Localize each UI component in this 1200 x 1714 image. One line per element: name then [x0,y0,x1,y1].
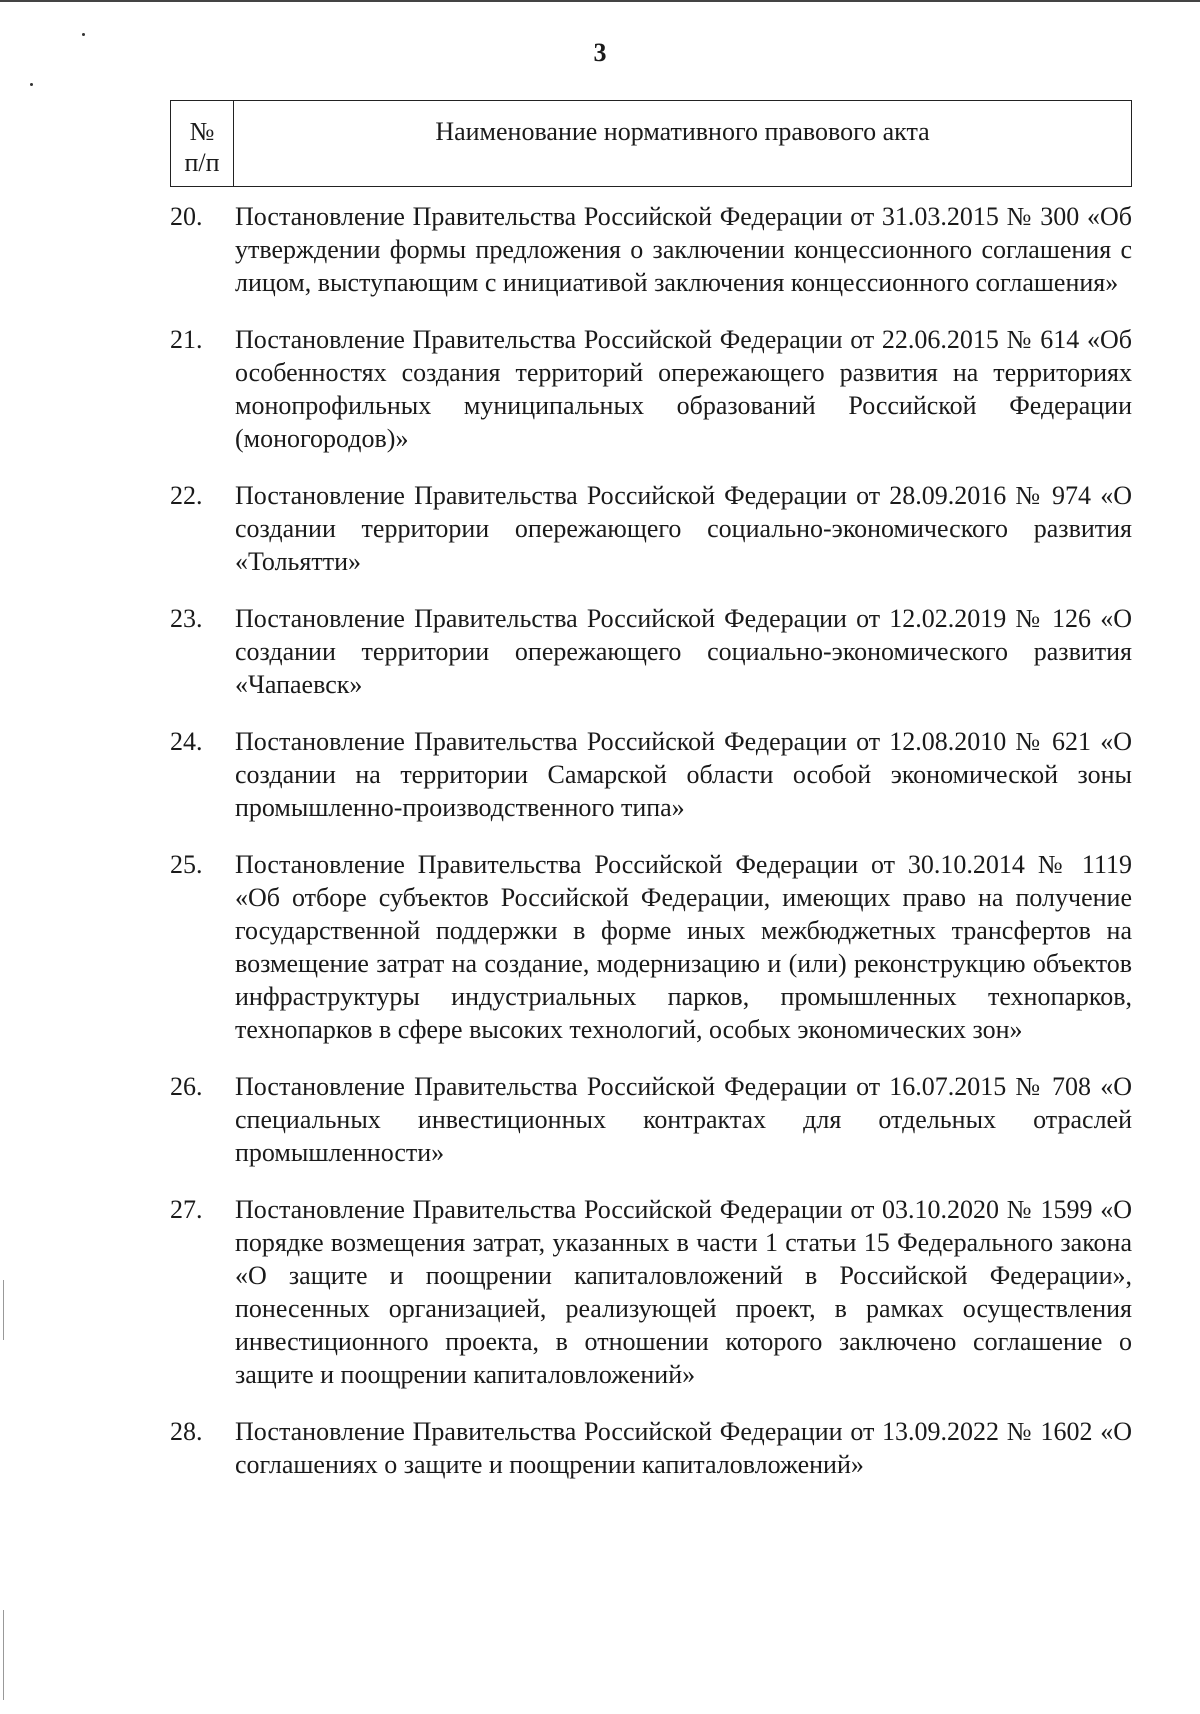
list-item [170,479,1132,578]
list-item-text: Постановление Правительства Российской Федерации от 31.03.2015 № 300 «Об утверждении формы предложения о заключении концессионного соглашения с лицом, выступающим с инициативой заключения концессионного соглашения» [235,202,1132,297]
scan-speck [30,83,33,86]
acts-list [170,200,1132,1505]
list-item-number: 25. [170,850,203,879]
list-item [170,1070,1132,1169]
scan-speck [82,33,85,36]
list-item [170,1193,1132,1391]
list-item-number: 21. [170,325,203,354]
header-number-symbol: № [189,117,215,146]
page-number: 3 [593,38,607,67]
list-item [170,602,1132,701]
list-item-text: Постановление Правительства Российской Федерации от 30.10.2014 № 1119 «Об отборе субъектов Российской Федерации, имеющих право на получение государственной поддержки в форме иных межбюджетных трансфертов на возмещение затрат на создание, модернизацию и (или) реконструкцию объектов инфраструктуры индустриальных парков, промышленных технопарков, технопарков в сфере высоких технологий, особых экономических зон» [235,850,1132,1044]
header-title-column: Наименование нормативного правового акта [435,117,930,146]
list-item-number: 23. [170,604,203,633]
list-item-text: Постановление Правительства Российской Федерации от 03.10.2020 № 1599 «О порядке возмещения затрат, указанных в части 1 статьи 15 Федерального закона «О защите и поощрении капиталовложений в Российской Федерации», понесенных организацией, реализующей проект, в рамках осуществления инвестиционного проекта, в отношении которого заключено соглашение о защите и поощрении капиталовложений» [235,1195,1132,1389]
list-item-number: 22. [170,481,203,510]
list-item [170,323,1132,455]
list-item-text: Постановление Правительства Российской Федерации от 13.09.2022 № 1602 «О соглашениях о защите и поощрении капиталовложений» [235,1417,1132,1479]
scan-margin-mark [3,1610,4,1700]
list-item-text: Постановление Правительства Российской Федерации от 12.02.2019 № 126 «О создании территории опережающего социально-экономического развития «Чапаевск» [235,604,1132,699]
list-item-number: 24. [170,727,203,756]
header-number-abbrev: п/п [184,148,220,177]
header-number-column [171,101,234,186]
list-item-text: Постановление Правительства Российской Федерации от 22.06.2015 № 614 «Об особенностях создания территорий опережающего развития на территориях монопрофильных муниципальных образований Российской Федерации (моногородов)» [235,325,1132,453]
list-item-number: 20. [170,202,203,231]
scan-margin-mark [3,1280,4,1340]
list-item-number: 26. [170,1072,203,1101]
list-item-text: Постановление Правительства Российской Федерации от 16.07.2015 № 708 «О специальных инвестиционных контрактах для отдельных отраслей промышленности» [235,1072,1132,1167]
table-header [170,100,1132,187]
top-edge-rule [0,0,1200,2]
list-item-number: 28. [170,1417,203,1446]
list-item [170,725,1132,824]
list-item [170,848,1132,1046]
list-item [170,1415,1132,1481]
list-item [170,200,1132,299]
list-item-text: Постановление Правительства Российской Федерации от 12.08.2010 № 621 «О создании на территории Самарской области особой экономической зоны промышленно-производственного типа» [235,727,1132,822]
list-item-text: Постановление Правительства Российской Федерации от 28.09.2016 № 974 «О создании территории опережающего социально-экономического развития «Тольятти» [235,481,1132,576]
list-item-number: 27. [170,1195,203,1224]
